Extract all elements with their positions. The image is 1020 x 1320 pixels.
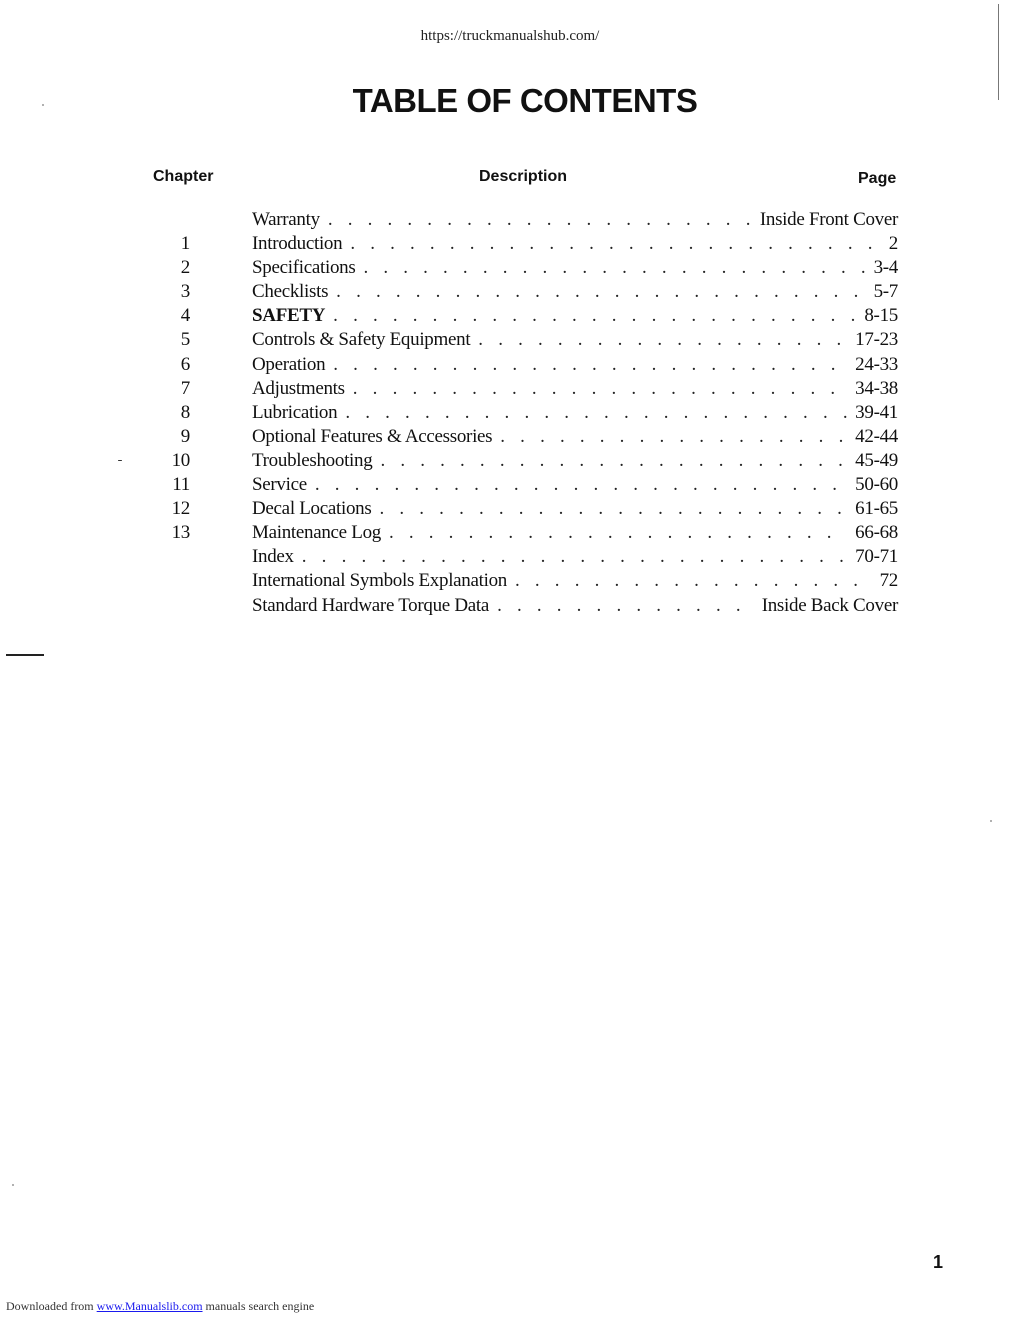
toc-description: Index	[252, 546, 294, 568]
toc-row	[150, 377, 898, 401]
toc-chapter-number: 2	[180, 257, 190, 279]
toc-row	[150, 473, 898, 497]
toc-row	[150, 449, 898, 473]
toc-row	[150, 304, 898, 328]
toc-entry	[252, 353, 898, 377]
toc-chapter-number: 10	[171, 449, 190, 471]
toc-entry	[252, 449, 898, 473]
toc-chapter-number: 4	[180, 305, 190, 327]
source-url: https://truckmanualshub.com/	[420, 28, 600, 44]
toc-page-ref: 34-38	[855, 377, 898, 399]
page-title: TABLE OF CONTENTS	[352, 82, 698, 119]
toc-page-ref: 61-65	[855, 498, 898, 520]
toc-row	[150, 232, 898, 256]
footer-prefix: Downloaded from	[6, 1299, 94, 1313]
toc-description: Optional Features & Accessories	[252, 425, 493, 447]
toc-dot-leader	[333, 304, 856, 328]
toc-entry	[252, 594, 898, 618]
toc-description: Operation	[252, 353, 326, 375]
toc-dot-leader	[353, 377, 847, 401]
toc-dot-leader	[363, 256, 865, 280]
toc-dot-leader	[328, 208, 752, 232]
toc-page-ref: 8-15	[864, 305, 898, 327]
toc-row	[150, 280, 898, 304]
scan-speck	[118, 460, 122, 461]
toc-description: Lubrication	[252, 401, 338, 423]
toc-description: Controls & Safety Equipment	[252, 329, 471, 351]
toc-page-ref: Inside Back Cover	[761, 594, 898, 616]
toc-description: SAFETY	[252, 305, 326, 327]
toc-description: Introduction	[252, 233, 343, 255]
toc-chapter-number: 6	[180, 353, 190, 375]
toc-chapter-number: 3	[180, 281, 190, 303]
toc-page-ref: 50-60	[855, 474, 898, 496]
toc-entry	[252, 497, 898, 521]
toc-entry	[252, 569, 898, 593]
page-number: 1	[933, 1252, 944, 1272]
footer	[6, 1299, 314, 1314]
toc-page-ref: 3-4	[873, 257, 898, 279]
toc-dot-leader	[345, 401, 847, 425]
toc-entry	[252, 208, 898, 232]
column-header-chapter: Chapter	[153, 168, 214, 185]
toc-entry	[252, 256, 898, 280]
toc-entry	[252, 232, 898, 256]
column-header-page: Page	[858, 170, 897, 187]
toc-page-ref: 45-49	[855, 449, 898, 471]
toc-description: Standard Hardware Torque Data	[252, 594, 490, 616]
toc-entry	[252, 377, 898, 401]
toc-page-ref: Inside Front Cover	[759, 209, 898, 230]
toc-dot-leader	[380, 449, 847, 473]
toc-page-ref: 39-41	[855, 401, 898, 423]
toc-chapter-number: 12	[171, 498, 190, 520]
toc-page-ref: 42-44	[855, 425, 898, 447]
toc-dot-leader	[315, 473, 847, 497]
scan-mark	[6, 654, 44, 656]
toc-row	[150, 353, 898, 377]
toc-description: Service	[252, 474, 307, 496]
toc-page-ref: 17-23	[855, 329, 898, 351]
toc-page-ref: 5-7	[873, 281, 898, 303]
toc-description: Adjustments	[252, 377, 345, 399]
toc-dot-leader	[379, 497, 847, 521]
toc-dot-leader	[478, 328, 847, 352]
toc-description: Decal Locations	[252, 498, 372, 520]
toc-row	[150, 569, 898, 593]
manualslib-link[interactable]: www.Manualslib.com	[96, 1299, 203, 1313]
toc-dot-leader	[497, 594, 754, 618]
toc-page-ref: 24-33	[855, 353, 898, 375]
toc-description: Checklists	[252, 281, 329, 303]
toc-row	[150, 208, 898, 232]
toc-description: Warranty	[252, 209, 320, 230]
toc-row	[150, 328, 898, 352]
toc-entry	[252, 473, 898, 497]
toc-entry	[252, 521, 898, 545]
scan-speck	[12, 1184, 14, 1186]
toc-entry	[252, 304, 898, 328]
toc-description: Troubleshooting	[252, 449, 373, 471]
toc-chapter-number: 11	[172, 474, 190, 496]
toc-description: Maintenance Log	[252, 522, 381, 544]
column-header-description: Description	[479, 168, 568, 185]
toc-chapter-number: 13	[171, 522, 190, 544]
toc-row	[150, 401, 898, 425]
toc-entry	[252, 280, 898, 304]
toc-page-ref: 2	[888, 233, 898, 255]
toc-dot-leader	[389, 521, 847, 545]
toc-description: International Symbols Explanation	[252, 570, 507, 592]
footer-suffix: manuals search engine	[205, 1299, 315, 1313]
toc-dot-leader	[350, 232, 880, 256]
toc-page-ref: 70-71	[855, 546, 898, 568]
scan-speck	[990, 820, 992, 822]
toc-row	[150, 545, 898, 569]
toc-row	[150, 594, 898, 618]
toc-dot-leader	[302, 545, 847, 569]
toc-dot-leader	[515, 569, 872, 593]
toc-dot-leader	[500, 425, 847, 449]
toc-dot-leader	[336, 280, 865, 304]
toc-page-ref: 72	[879, 570, 898, 592]
toc-page-ref: 66-68	[855, 522, 898, 544]
toc-list	[150, 208, 898, 618]
toc-entry	[252, 401, 898, 425]
toc-entry	[252, 545, 898, 569]
toc-entry	[252, 328, 898, 352]
toc-row	[150, 256, 898, 280]
toc-entry	[252, 425, 898, 449]
toc-chapter-number: 1	[180, 233, 190, 255]
toc-chapter-number: 5	[180, 329, 190, 351]
toc-chapter-number: 9	[180, 425, 190, 447]
toc-chapter-number: 7	[180, 377, 190, 399]
toc-description: Specifications	[252, 257, 356, 279]
toc-chapter-number: 8	[180, 401, 190, 423]
toc-row	[150, 521, 898, 545]
toc-row	[150, 425, 898, 449]
toc-dot-leader	[333, 353, 847, 377]
toc-row	[150, 497, 898, 521]
